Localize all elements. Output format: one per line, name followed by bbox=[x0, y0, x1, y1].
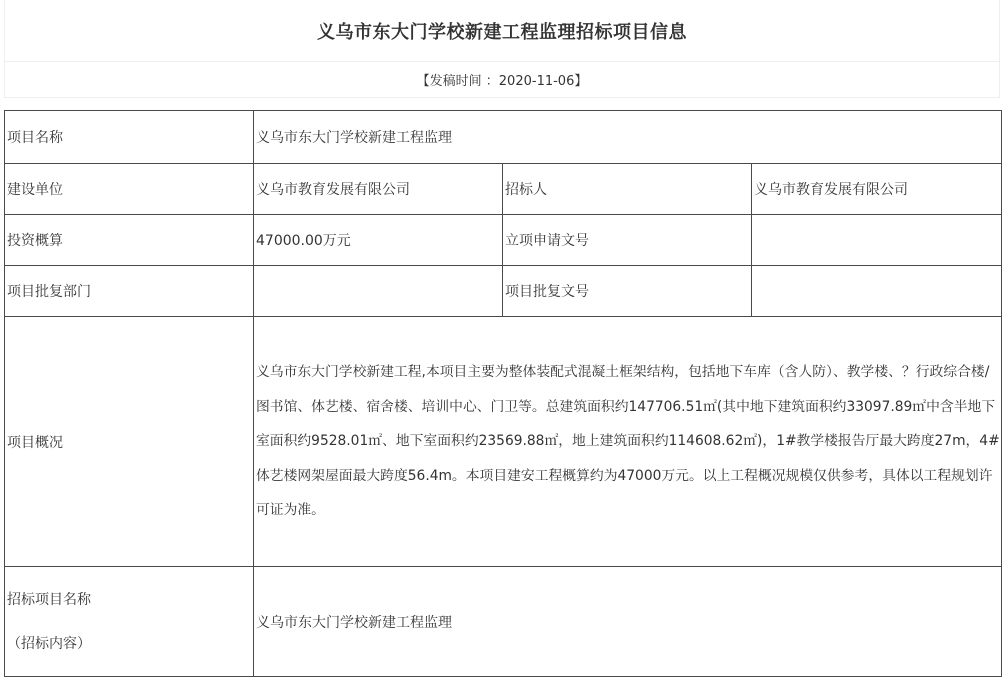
bid-item-label bbox=[5, 567, 254, 677]
construction-unit-value: 义乌市教育发展有限公司 bbox=[254, 164, 503, 215]
table-row-bid-item bbox=[5, 567, 1002, 677]
table-row-overview bbox=[5, 317, 1002, 567]
table-row-project-name bbox=[5, 111, 1002, 164]
project-name-value: 义乌市东大门学校新建工程监理 bbox=[254, 111, 1002, 164]
table-row-investment bbox=[5, 215, 1002, 266]
page-title: 义乌市东大门学校新建工程监理招标项目信息 bbox=[317, 21, 687, 43]
bid-item-label-spacer bbox=[7, 611, 253, 633]
publish-date-bar bbox=[4, 62, 1000, 98]
approval-dept-value bbox=[254, 266, 503, 317]
table-row-construction-unit bbox=[5, 164, 1002, 215]
project-info-table bbox=[4, 110, 1002, 677]
approval-doc-label: 立项申请文号 bbox=[503, 215, 752, 266]
investment-label: 投资概算 bbox=[5, 215, 254, 266]
tenderer-value: 义乌市教育发展有限公司 bbox=[752, 164, 1002, 215]
publish-date: 【发稿时间 ：2020-11-06】 bbox=[416, 74, 588, 89]
investment-value: 47000.00万元 bbox=[254, 215, 503, 266]
table-row-approval-dept bbox=[5, 266, 1002, 317]
title-bar bbox=[4, 0, 1000, 62]
approval-no-value bbox=[752, 266, 1002, 317]
overview-value: 义乌市东大门学校新建工程,本项目主要为整体装配式混凝土框架结构，包括地下车库（含人防）、教学楼、？行政综合楼/图书馆、体艺楼、宿舍楼、培训中心、门卫等。总建筑面积约147706.51㎡(其中地下建筑面积约33097.89㎡中含半地下室面积约9528.01㎡、地下室面积约23569.88㎡，地上建筑面积约114608.62㎡)，1#教学楼报告厅最大跨度27m，4#体艺楼网架屋面最大跨度56.4m。本项目建安工程概算约为47000万元。以上工程概况规模仅供参考，具体以工程规划许可证为准。 bbox=[254, 317, 1002, 567]
approval-dept-label: 项目批复部门 bbox=[5, 266, 254, 317]
project-name-label: 项目名称 bbox=[5, 111, 254, 164]
construction-unit-label: 建设单位 bbox=[5, 164, 254, 215]
bid-item-value: 义乌市东大门学校新建工程监理 bbox=[254, 567, 1002, 677]
approval-doc-value bbox=[752, 215, 1002, 266]
overview-label: 项目概况 bbox=[5, 317, 254, 567]
tenderer-label: 招标人 bbox=[503, 164, 752, 215]
bid-item-label-line2: （招标内容） bbox=[7, 635, 91, 652]
bid-item-label-line1: 招标项目名称 bbox=[7, 591, 91, 608]
approval-no-label: 项目批复文号 bbox=[503, 266, 752, 317]
